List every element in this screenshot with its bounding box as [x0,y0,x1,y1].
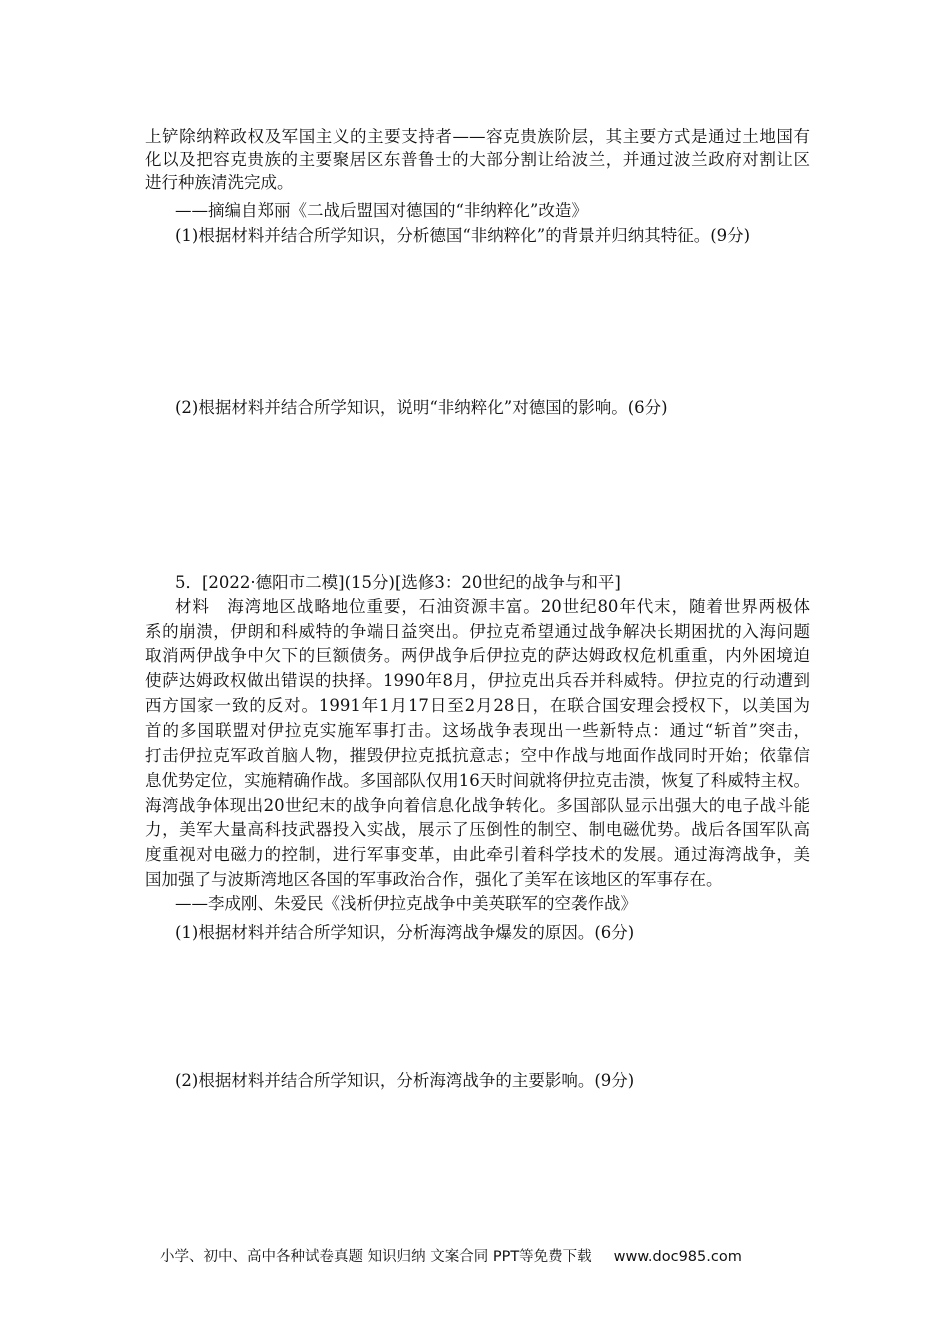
footer-text: 小学、初中、高中各种试卷真题 知识归纳 文案合同 PPT等免费下载 [160,1249,592,1265]
material-line: 系的崩溃，伊朗和科威特的争端日益突出。伊拉克希望通过战争解决长期困扰的入海问题 [145,622,810,641]
source-citation: ——李成刚、朱爱民《浅析伊拉克战争中美英联军的空袭作战》 [175,894,637,913]
question-5-heading: 5．[2022·德阳市二模](15分)[选修3：20世纪的战争与和平] [175,573,621,592]
material-line: 国加强了与波斯湾地区各国的军事政治合作，强化了美军在该地区的军事存在。 [145,870,723,889]
footer [160,1245,742,1266]
question-4-2: (2)根据材料并结合所学知识，说明“非纳粹化”对德国的影响。(6分) [175,398,668,417]
material-line: 海湾战争体现出20世纪末的战争向着信息化战争转化。多国部队显示出强大的电子战斗能 [145,796,810,815]
question-5-2: (2)根据材料并结合所学知识，分析海湾战争的主要影响。(9分) [175,1071,635,1090]
source-citation: ——摘编自郑丽《二战后盟国对德国的“非纳粹化”改造》 [175,201,588,220]
material-line: 息优势定位，实施精确作战。多国部队仅用16天时间就将伊拉克击溃，恢复了科威特主权。 [145,771,810,790]
question-5-1: (1)根据材料并结合所学知识，分析海湾战争爆发的原因。(6分) [175,923,635,942]
material-line: 化以及把容克贵族的主要聚居区东普鲁士的大部分割让给波兰，并通过波兰政府对割让区 [145,150,810,169]
material-line: 上铲除纳粹政权及军国主义的主要支持者——容克贵族阶层，其主要方式是通过土地国有 [145,127,810,146]
material-line: 首的多国联盟对伊拉克实施军事打击。这场战争表现出一些新特点：通过“斩首”突击， [145,721,810,740]
material-line: 取消两伊战争中欠下的巨额债务。两伊战争后伊拉克的萨达姆政权危机重重，内外困境迫 [145,646,810,665]
material-line: 打击伊拉克军政首脑人物，摧毁伊拉克抵抗意志；空中作战与地面作战同时开始；依靠信 [145,746,810,765]
material-line: 进行种族清洗完成。 [145,173,294,192]
material-line: 力，美军大量高科技武器投入实战，展示了压倒性的制空、制电磁优势。战后各国军队高 [145,820,810,839]
footer-url[interactable]: www.doc985.com [613,1249,742,1265]
material-line: 西方国家一致的反对。1991年1月17日至2月28日，在联合国安理会授权下，以美国为 [145,696,810,715]
material-line: 使萨达姆政权做出错误的抉择。1990年8月，伊拉克出兵吞并科威特。伊拉克的行动遭到 [145,671,810,690]
material-line: 度重视对电磁力的控制，进行军事变革，由此牵引着科学技术的发展。通过海湾战争，美 [145,845,810,864]
question-4-1: (1)根据材料并结合所学知识，分析德国“非纳粹化”的背景并归纳其特征。(9分) [175,226,751,245]
material-line: 材料 海湾地区战略地位重要，石油资源丰富。20世纪80年代末，随着世界两极体 [175,597,810,616]
